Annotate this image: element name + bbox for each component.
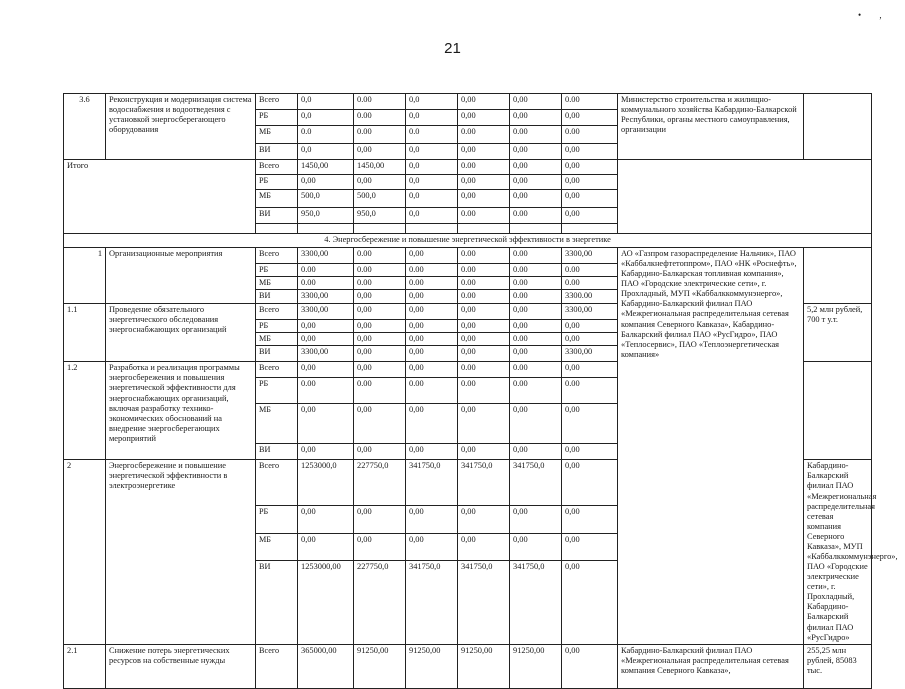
empty-cell: [562, 224, 618, 234]
amount-cell: 0,00: [354, 362, 406, 378]
amount-cell: 950,0: [298, 208, 354, 224]
amount-cell: 3300.00: [562, 290, 618, 304]
amount-cell: 0,00: [510, 404, 562, 444]
amount-cell: 0,00: [562, 333, 618, 346]
funding-source: Всего: [256, 644, 298, 688]
amount-cell: 91250,00: [354, 644, 406, 688]
measure-name: Энергосбережение и повышение энергетической эффективности в электроэнергетике: [106, 460, 256, 644]
amount-cell: 3300,00: [298, 248, 354, 264]
amount-cell: 0,00: [406, 506, 458, 533]
amount-cell: 0,00: [510, 190, 562, 208]
measure-name: Реконструкция и модернизация система водоснабжения и водоотведения с установкой энергосберегающего оборудования: [106, 94, 256, 160]
funding-source: Всего: [256, 160, 298, 175]
amount-cell: 0,00: [510, 533, 562, 560]
amount-cell: 0.00: [406, 378, 458, 404]
measure-name: Разработка и реализация программы энергосбережения и повышения энергетической эффективности для энергоснабжающих организаций, включая разработку технико-экономических обоснований на внедрение энергосберегающих мероприятий: [106, 362, 256, 460]
table-row: [64, 160, 872, 175]
amount-cell: 0,00: [510, 160, 562, 175]
amount-cell: 0.00: [510, 126, 562, 144]
amount-cell: 0,0: [406, 160, 458, 175]
amount-cell: 0,00: [458, 304, 510, 320]
funding-source: РБ: [256, 264, 298, 277]
amount-cell: 0,0: [406, 110, 458, 126]
amount-cell: 0,0: [298, 94, 354, 110]
amount-cell: 0,00: [510, 94, 562, 110]
amount-cell: 0,00: [298, 333, 354, 346]
empty-cell: [406, 224, 458, 234]
amount-cell: 0,00: [510, 304, 562, 320]
amount-cell: 0.00: [406, 264, 458, 277]
amount-cell: 1450,00: [354, 160, 406, 175]
amount-cell: 0.00: [298, 264, 354, 277]
row-number: 1.1: [64, 304, 106, 362]
funding-source: МБ: [256, 533, 298, 560]
amount-cell: 0,00: [298, 533, 354, 560]
amount-cell: 0.00: [458, 290, 510, 304]
amount-cell: 0,00: [562, 460, 618, 506]
funding-source: ВИ: [256, 561, 298, 645]
amount-cell: 0,00: [510, 175, 562, 190]
amount-cell: 0.00: [354, 264, 406, 277]
amount-cell: 0,00: [298, 175, 354, 190]
amount-cell: 0,00: [298, 444, 354, 460]
amount-cell: 0,00: [458, 175, 510, 190]
funding-source: Всего: [256, 94, 298, 110]
funding-source: Всего: [256, 248, 298, 264]
amount-cell: 0,00: [458, 94, 510, 110]
funding-source: ВИ: [256, 208, 298, 224]
amount-cell: 0,00: [562, 561, 618, 645]
amount-cell: 0.00: [354, 277, 406, 290]
funding-source: РБ: [256, 110, 298, 126]
financing-table: [63, 93, 898, 689]
amount-cell: 0,00: [354, 144, 406, 160]
executors: Кабардино-Балкарский филиал ПАО «Межрегиональная распределительная сетевая компания Северного Кавказа», МУП «Каббалккоммунэнерго», ПАО «Городские электрические сети», г. Прохладный, Кабардино-Балкарский филиал ПАО «РусГидро»: [804, 460, 872, 644]
amount-cell: 341750,0: [510, 460, 562, 506]
amount-cell: 0,00: [354, 304, 406, 320]
executors: [618, 160, 872, 234]
amount-cell: 0,00: [458, 333, 510, 346]
executors: АО «Газпром газораспределение Нальчик», ПАО «Каббалкнефтетоппром», ПАО «НК «Роснефть», Кабардино-Балкарская топливная компания», ПАО «Городские электрические сети», г. Прохладный, МУП «Каббалккоммунэнерго», Кабардино-Балкарский филиал ПАО «Межрегиональная распределительная сетевая компания Северного Кавказа», Кабардино-Балкарский филиал ПАО «РусГидро», ПАО «Теплосервис», ПАО «Теплоэнергетическая компания»: [618, 248, 804, 645]
volume-cell: [804, 362, 872, 460]
amount-cell: 0,00: [354, 290, 406, 304]
amount-cell: 227750,0: [354, 460, 406, 506]
amount-cell: 0,00: [510, 506, 562, 533]
amount-cell: 0.00: [458, 248, 510, 264]
empty-cell: [298, 224, 354, 234]
volume-cell: 255,25 млн рублей, 85083 тыс.: [804, 644, 872, 688]
volume-cell: [804, 248, 872, 304]
amount-cell: 1450,00: [298, 160, 354, 175]
amount-cell: 0,0: [406, 144, 458, 160]
amount-cell: 0,00: [458, 346, 510, 362]
funding-source: МБ: [256, 277, 298, 290]
amount-cell: 341750,0: [458, 460, 510, 506]
amount-cell: 227750,0: [354, 561, 406, 645]
amount-cell: 0.00: [458, 362, 510, 378]
amount-cell: 0,00: [458, 506, 510, 533]
volume-cell: [804, 94, 872, 160]
amount-cell: 500,0: [354, 190, 406, 208]
row-number: 2: [64, 460, 106, 644]
amount-cell: 91250,00: [406, 644, 458, 688]
amount-cell: 0.00: [458, 378, 510, 404]
empty-cell: [510, 224, 562, 234]
amount-cell: 0,00: [562, 444, 618, 460]
amount-cell: 0,00: [562, 362, 618, 378]
amount-cell: 91250,00: [510, 644, 562, 688]
amount-cell: 0.0: [406, 126, 458, 144]
empty-cell: [354, 224, 406, 234]
corner-marks: • ,: [858, 10, 890, 20]
amount-cell: 0,00: [406, 248, 458, 264]
funding-source: ВИ: [256, 144, 298, 160]
amount-cell: 0.00: [562, 264, 618, 277]
amount-cell: 0.00: [354, 378, 406, 404]
amount-cell: 0,00: [458, 110, 510, 126]
amount-cell: 0.00: [458, 160, 510, 175]
total-label: Итого: [64, 160, 256, 234]
amount-cell: 0.00: [298, 378, 354, 404]
amount-cell: 0.00: [458, 277, 510, 290]
amount-cell: 0.00: [406, 277, 458, 290]
amount-cell: 0,00: [458, 444, 510, 460]
empty-cell: [458, 224, 510, 234]
amount-cell: 0,00: [298, 506, 354, 533]
amount-cell: 950,0: [354, 208, 406, 224]
amount-cell: 0.00: [354, 110, 406, 126]
funding-source: Всего: [256, 304, 298, 320]
amount-cell: 3300,00: [298, 346, 354, 362]
amount-cell: 0,00: [354, 444, 406, 460]
executors: Министерство строительства и жилищно-коммунального хозяйства Кабардино-Балкарской Республики, органы местного самоуправления, организации: [618, 94, 804, 160]
amount-cell: 0.00: [510, 277, 562, 290]
table-row: [64, 248, 872, 264]
funding-source: МБ: [256, 404, 298, 444]
amount-cell: 0,00: [354, 175, 406, 190]
funding-source: РБ: [256, 506, 298, 533]
amount-cell: 0.00: [298, 277, 354, 290]
table-body: [64, 94, 898, 689]
funding-source: МБ: [256, 333, 298, 346]
amount-cell: 0,00: [458, 144, 510, 160]
amount-cell: 0.00: [510, 208, 562, 224]
amount-cell: 0,00: [510, 444, 562, 460]
amount-cell: 0.00: [510, 333, 562, 346]
amount-cell: 3300,00: [562, 248, 618, 264]
amount-cell: 0,00: [562, 320, 618, 333]
amount-cell: 0.00: [562, 126, 618, 144]
amount-cell: 0,00: [458, 404, 510, 444]
funding-source: МБ: [256, 190, 298, 208]
amount-cell: 0,00: [510, 144, 562, 160]
amount-cell: 0,00: [562, 644, 618, 688]
section-title: 4. Энергосбережение и повышение энергетической эффективности в энергетике: [64, 234, 872, 248]
amount-cell: 3300,00: [562, 304, 618, 320]
amount-cell: 0.00: [562, 94, 618, 110]
amount-cell: 0,00: [510, 110, 562, 126]
page-number: 21: [444, 40, 461, 57]
amount-cell: 0,0: [406, 190, 458, 208]
funding-source: РБ: [256, 378, 298, 404]
amount-cell: 0.00: [458, 264, 510, 277]
amount-cell: 0.00: [562, 378, 618, 404]
amount-cell: 0,00: [354, 506, 406, 533]
amount-cell: 0,00: [406, 304, 458, 320]
amount-cell: 0.00: [510, 290, 562, 304]
amount-cell: 0.00: [510, 264, 562, 277]
amount-cell: 0.00: [354, 248, 406, 264]
measure-name: Организационные мероприятия: [106, 248, 256, 304]
amount-cell: 0,00: [406, 362, 458, 378]
amount-cell: 0.00: [354, 126, 406, 144]
table-row: [64, 94, 872, 110]
amount-cell: 0,00: [298, 320, 354, 333]
empty-cell: [256, 224, 298, 234]
amount-cell: 0.00: [562, 277, 618, 290]
amount-cell: 0,00: [406, 404, 458, 444]
amount-cell: 365000,00: [298, 644, 354, 688]
amount-cell: 0.0: [298, 126, 354, 144]
row-number: 1.2: [64, 362, 106, 460]
funding-source: РБ: [256, 175, 298, 190]
amount-cell: 0.00: [510, 378, 562, 404]
amount-cell: 1253000,0: [298, 460, 354, 506]
amount-cell: 0,0: [298, 110, 354, 126]
amount-cell: 341750,0: [458, 561, 510, 645]
amount-cell: 0,0: [298, 144, 354, 160]
amount-cell: 0,00: [562, 160, 618, 175]
amount-cell: 0,00: [406, 320, 458, 333]
amount-cell: 0.00: [510, 362, 562, 378]
amount-cell: 0,00: [354, 346, 406, 362]
funding-source: Всего: [256, 362, 298, 378]
amount-cell: 0,00: [354, 333, 406, 346]
funding-source: МБ: [256, 126, 298, 144]
amount-cell: 341750,0: [406, 460, 458, 506]
amount-cell: 91250,00: [458, 644, 510, 688]
funding-source: Всего: [256, 460, 298, 506]
funding-source: ВИ: [256, 444, 298, 460]
volume-cell: 5,2 млн рублей, 700 т у.т.: [804, 304, 872, 362]
amount-cell: 0.00: [354, 94, 406, 110]
amount-cell: 0,00: [458, 320, 510, 333]
funding-source: ВИ: [256, 290, 298, 304]
amount-cell: 0,00: [298, 362, 354, 378]
amount-cell: 0,0: [406, 175, 458, 190]
amount-cell: 500,0: [298, 190, 354, 208]
amount-cell: 0,00: [406, 533, 458, 560]
funding-source: РБ: [256, 320, 298, 333]
amount-cell: 0,00: [562, 190, 618, 208]
amount-cell: 0,00: [562, 175, 618, 190]
amount-cell: 3300,00: [562, 346, 618, 362]
amount-cell: 0,00: [510, 320, 562, 333]
amount-cell: 0,00: [510, 346, 562, 362]
amount-cell: 0,0: [406, 94, 458, 110]
executors: Кабардино-Балкарский филиал ПАО «Межрегиональная распределительная сетевая компания Северного Кавказа»,: [618, 644, 804, 688]
amount-cell: 0,00: [406, 346, 458, 362]
row-number: 2.1: [64, 644, 106, 688]
measure-name: Проведение обязательного энергетического обследования энергоснабжающих организаций: [106, 304, 256, 362]
amount-cell: 0,00: [562, 144, 618, 160]
amount-cell: 0,00: [354, 533, 406, 560]
amount-cell: 0,00: [562, 208, 618, 224]
amount-cell: 0.00: [458, 208, 510, 224]
funding-source: ВИ: [256, 346, 298, 362]
amount-cell: 0,00: [562, 533, 618, 560]
row-number: 1: [64, 248, 106, 304]
amount-cell: 0,00: [458, 190, 510, 208]
amount-cell: 341750,0: [510, 561, 562, 645]
amount-cell: 3300,00: [298, 304, 354, 320]
amount-cell: 0,00: [562, 110, 618, 126]
amount-cell: 0,00: [458, 533, 510, 560]
amount-cell: 0,00: [354, 320, 406, 333]
table-row: [64, 644, 872, 688]
amount-cell: 0,0: [406, 208, 458, 224]
amount-cell: 0,00: [406, 290, 458, 304]
amount-cell: 0.00: [458, 126, 510, 144]
table-row: [64, 234, 872, 248]
amount-cell: 3300,00: [298, 290, 354, 304]
amount-cell: 1253000,00: [298, 561, 354, 645]
measure-name: Снижение потерь энергетических ресурсов на собственные нужды: [106, 644, 256, 688]
amount-cell: 0,00: [298, 404, 354, 444]
amount-cell: 0.00: [510, 248, 562, 264]
amount-cell: 0,00: [406, 444, 458, 460]
amount-cell: 0,00: [562, 404, 618, 444]
amount-cell: 341750,0: [406, 561, 458, 645]
amount-cell: 0,00: [562, 506, 618, 533]
amount-cell: 0,00: [406, 333, 458, 346]
amount-cell: 0,00: [354, 404, 406, 444]
row-number: 3.6: [64, 94, 106, 160]
